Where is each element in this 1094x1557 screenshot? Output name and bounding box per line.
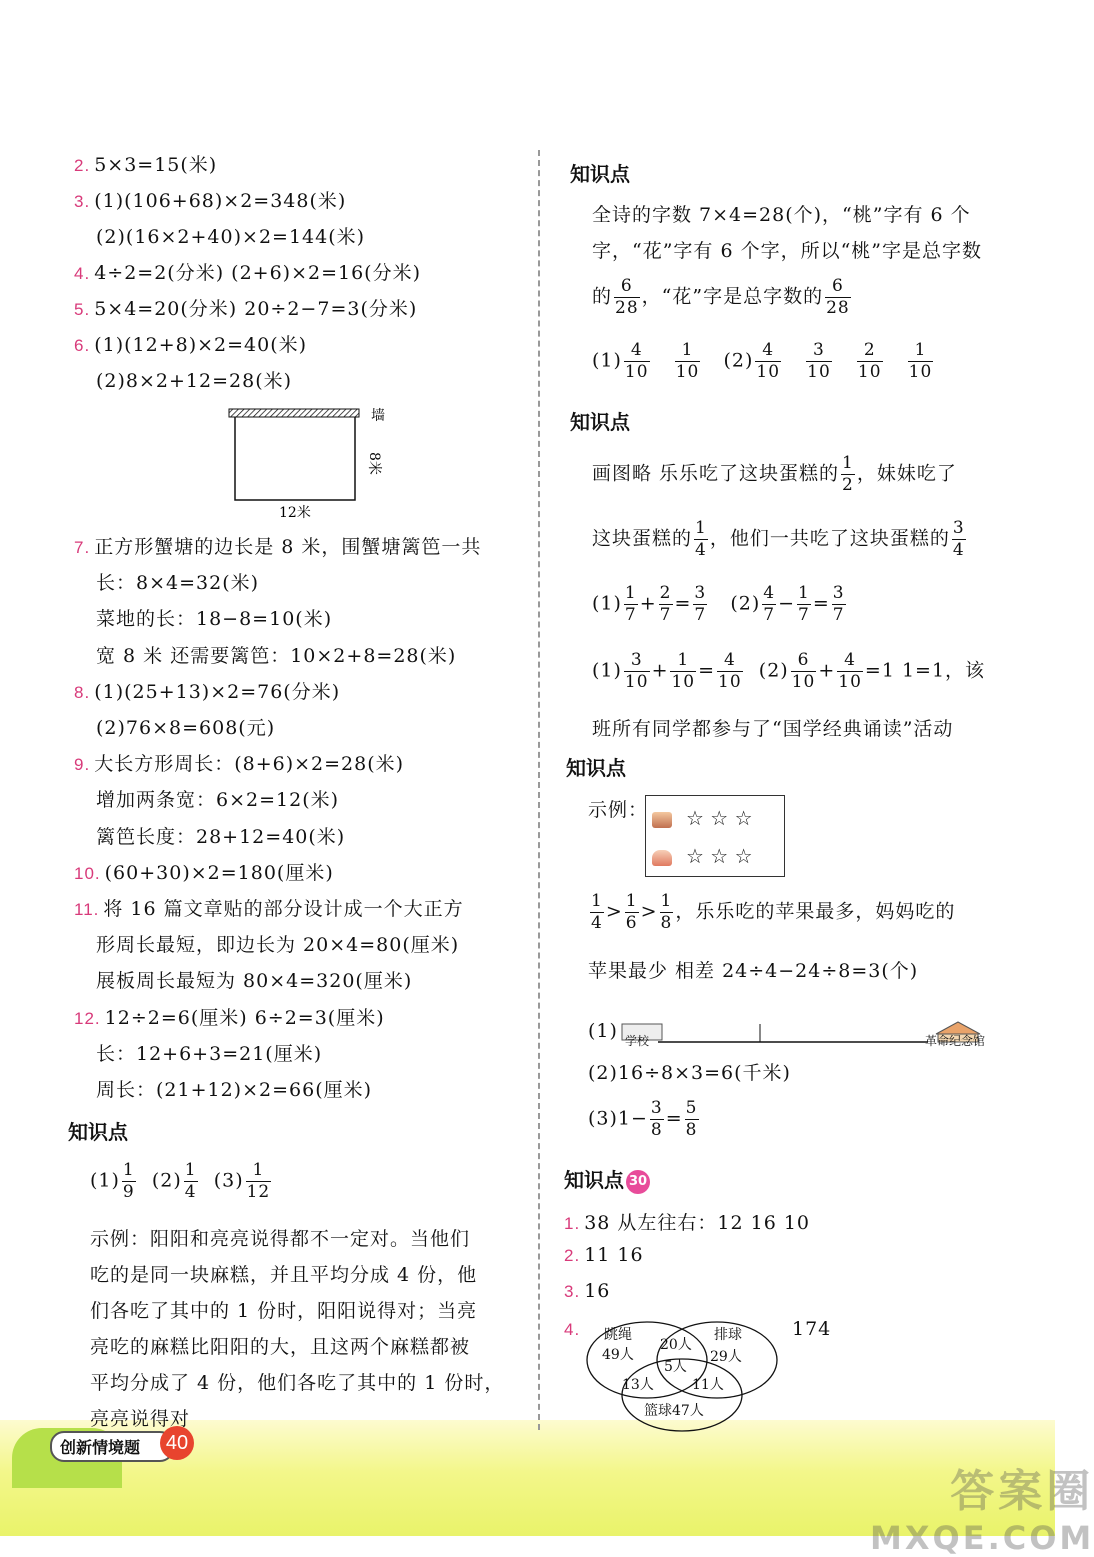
paragraph-line: 们各吃了其中的 1 份时，阳阳说得对；当亮 (90, 1300, 478, 1322)
item-text: 宽 8 米 还需要篱笆：10×2+8=28(米) (96, 644, 457, 667)
item-text: 菜地的长：18−8=10(米) (96, 608, 333, 631)
item-text: 大长方形周长：(8+6)×2=28(米) (94, 753, 405, 776)
item-number: 3. (74, 192, 91, 211)
knowledge-point-number: 30 (626, 1170, 650, 1194)
item-text: (2)8×2+12=28(米) (96, 370, 293, 392)
cake-row: ☆ ☆ ☆ (652, 844, 782, 868)
svg-text:排球: 排球 (714, 1327, 742, 1343)
answer-line (96, 713, 275, 740)
item-text: (2)(16×2+40)×2=144(米) (96, 226, 366, 248)
example-box (645, 795, 785, 877)
text-line: 字，“花”字有 6 个字，所以“桃”字是总字数 (592, 240, 983, 262)
watermark: 答案圈 MXQE.COM (870, 1466, 1094, 1557)
answer-line (74, 858, 334, 885)
equation-row: (1) $\frac{3}{10}$ + $\frac{1}{10}$ = $\frac{4}{10}$ (2) $\frac{6}{10}$ + $\frac{4}{10}$ =1 1=1，该 (592, 650, 986, 692)
svg-text:20人: 20人 (660, 1337, 692, 1353)
text-line: 画图略 乐乐吃了这块蛋糕的 $\frac{1}{2}$ ，妹妹吃了 (592, 453, 957, 495)
fraction-answers (90, 1162, 273, 1201)
item-text: (60+30)×2=180(厘米) (104, 861, 334, 884)
answer-line (74, 258, 421, 285)
item-text: 将 16 篇文章贴的部分设计成一个大正方 (103, 898, 464, 920)
answer-line (96, 1039, 322, 1066)
item-number: 7. (74, 538, 91, 557)
item-number: 8. (74, 682, 91, 702)
item-text: 5×4=20(分米) 20÷2−7=3(分米) (94, 298, 418, 320)
text-line: 这块蛋糕的 $\frac{1}{4}$ ，他们一共吃了这块蛋糕的 $\frac{3}{4}$ (592, 518, 965, 560)
wall-label: 墙 (371, 408, 385, 424)
answer-line (96, 222, 365, 249)
answer-line (96, 604, 332, 631)
item-number: 9. (74, 755, 91, 775)
answer-line (96, 366, 292, 393)
answer-line-number: 4. (564, 1320, 581, 1339)
item-number: 10. (74, 863, 101, 883)
answer-line (74, 294, 417, 321)
paragraph-line: 示例：阳阳和亮亮说得都不一定对。当他们 (90, 1228, 471, 1250)
answer-line: 1. 38 从左往右：12 16 10 (564, 1212, 811, 1234)
knowledge-point-heading: 知识点 (570, 162, 630, 186)
svg-text:49人: 49人 (602, 1347, 634, 1363)
answer-line (74, 150, 217, 177)
example-label: 示例： (588, 799, 649, 821)
fraction: $\frac{6}{28}$ (615, 276, 639, 318)
item-text: 长：12+6+3=21(厘米) (96, 1042, 323, 1065)
item-number: 6. (74, 336, 91, 355)
item-text: (1)(25+13)×2=76(分米) (94, 680, 341, 703)
text-line: (2)16÷8×3=6(千米) (588, 1062, 791, 1084)
fraction: $\frac{1}{12}$ (246, 1160, 271, 1202)
answer-line (96, 568, 259, 595)
item-number: 11. (74, 900, 100, 919)
fraction-row: (1) $\frac{4}{10}$ $\frac{1}{10}$ (2) $\frac{4}{10}$ $\frac{3}{10}$ $\frac{2}{10}$ $\frac{1}{10}$ (592, 340, 933, 382)
text-line: 全诗的字数 7×4=28(个)，“桃”字有 6 个 (592, 204, 971, 226)
school-label: 学校 (625, 1034, 650, 1048)
svg-text:29人: 29人 (710, 1349, 742, 1365)
knowledge-point-heading: 知识点 (566, 756, 626, 780)
page-number: 40 (160, 1426, 194, 1460)
item-text: (2)76×8=608(元) (96, 717, 276, 739)
text-line: 班所有同学都参与了“国学经典诵读”活动 (592, 718, 954, 740)
answer-line (74, 749, 404, 776)
label: (2) (151, 1169, 182, 1192)
answer-line (74, 894, 464, 921)
answer-line (96, 966, 412, 993)
svg-text:跳绳: 跳绳 (604, 1327, 632, 1343)
item-text: 长：8×4=32(米) (96, 572, 260, 595)
svg-text:篮球47人: 篮球47人 (644, 1403, 704, 1419)
label: (1) (90, 1169, 120, 1192)
answer-line: 3. 16 (564, 1280, 611, 1302)
answer-line (96, 1075, 372, 1102)
museum-label: 革命纪念馆 (925, 1034, 986, 1048)
answer-line (74, 330, 307, 357)
item-text: 篱笆长度：28+12=40(米) (96, 825, 346, 848)
venn-diagram (582, 1315, 782, 1435)
text-line: 的 $\frac{6}{28}$ ，“花”字是总字数的 $\frac{6}{28}$ (592, 276, 850, 318)
item-number: 4. (74, 264, 91, 283)
column-divider (538, 150, 540, 1430)
item-text: (1)(106+68)×2=348(米) (94, 190, 347, 212)
answer-line: 2. 11 16 (564, 1244, 644, 1266)
paragraph-line: 平均分成了 4 份，他们各吃了其中的 1 份时， (90, 1372, 505, 1394)
item-text: 12÷2=6(厘米) 6÷2=3(厘米) (104, 1006, 385, 1029)
fraction: $\frac{1}{4}$ (184, 1160, 197, 1202)
answer-line (96, 930, 459, 957)
paragraph-line: 亮亮说得对 (90, 1408, 191, 1430)
cake-icon (652, 812, 672, 828)
paragraph-line: 吃的是同一块麻糕，并且平均分成 4 份，他 (90, 1264, 478, 1286)
item-text: 增加两条宽：6×2=12(米) (96, 789, 340, 812)
item-text: 周长：(21+12)×2=66(厘米) (96, 1079, 373, 1101)
fraction: $\frac{6}{28}$ (826, 276, 850, 318)
item-text: 展板周长最短为 80×4=320(厘米) (96, 970, 413, 993)
paragraph-line: 亮吃的麻糕比阳阳的大，且这两个麻糕都被 (90, 1336, 471, 1358)
answer-line (74, 532, 481, 559)
item-number: 12. (74, 1008, 101, 1028)
item-text: (1)(12+8)×2=40(米) (94, 334, 308, 356)
answer-line (74, 186, 346, 213)
fraction: $\frac{1}{9}$ (122, 1160, 135, 1202)
wall-rectangle-diagram (225, 405, 395, 525)
equation-row: (3)1− $\frac{3}{8}$ = $\frac{5}{8}$ (588, 1098, 698, 1140)
item-text: 4÷2=2(分米) (2+6)×2=16(分米) (94, 262, 422, 284)
item-text: 5×3=15(米) (94, 154, 218, 176)
svg-text:13人: 13人 (622, 1377, 654, 1393)
knowledge-point-heading: 知识点 (68, 1120, 128, 1144)
answer-line (96, 785, 339, 812)
item-text: 正方形蟹塘的边长是 8 米，围蟹塘篱笆一共 (94, 536, 482, 558)
answer-line: 174 (792, 1318, 832, 1340)
item-number: 2. (74, 156, 91, 175)
answer-line (74, 677, 340, 704)
cake-slice-icon (652, 850, 672, 866)
comparison-row: $\frac{1}{4}$ > $\frac{1}{6}$ > $\frac{1}{8}$ ，乐乐吃的苹果最多，妈妈吃的 (591, 891, 956, 933)
item-number: 5. (74, 300, 91, 319)
footer-label: 创新情境题 (50, 1431, 174, 1462)
knowledge-point-heading: 知识点 30 (564, 1164, 650, 1194)
svg-text:11人: 11人 (692, 1377, 724, 1393)
width-label: 12米 (279, 505, 311, 521)
answer-line (96, 641, 456, 668)
cake-row: ☆ ☆ ☆ (652, 806, 782, 830)
height-label: 8米 (366, 452, 382, 475)
equation-row: (1) $\frac{1}{7}$ + $\frac{2}{7}$ = $\frac{3}{7}$ (2) $\frac{4}{7}$ − $\frac{1}{7}$ = $\frac{3}{7}$ (592, 583, 845, 625)
text-line: 苹果最少 相差 24÷4−24÷8=3(个) (588, 960, 919, 982)
answer-line (74, 1003, 385, 1030)
answer-line (96, 822, 345, 849)
knowledge-point-heading: 知识点 (570, 410, 630, 434)
svg-text:5人: 5人 (664, 1359, 687, 1375)
map-label: (1) (588, 1020, 618, 1042)
label: (3) (213, 1169, 244, 1192)
item-text: 形周长最短，即边长为 20×4=80(厘米) (96, 934, 460, 957)
